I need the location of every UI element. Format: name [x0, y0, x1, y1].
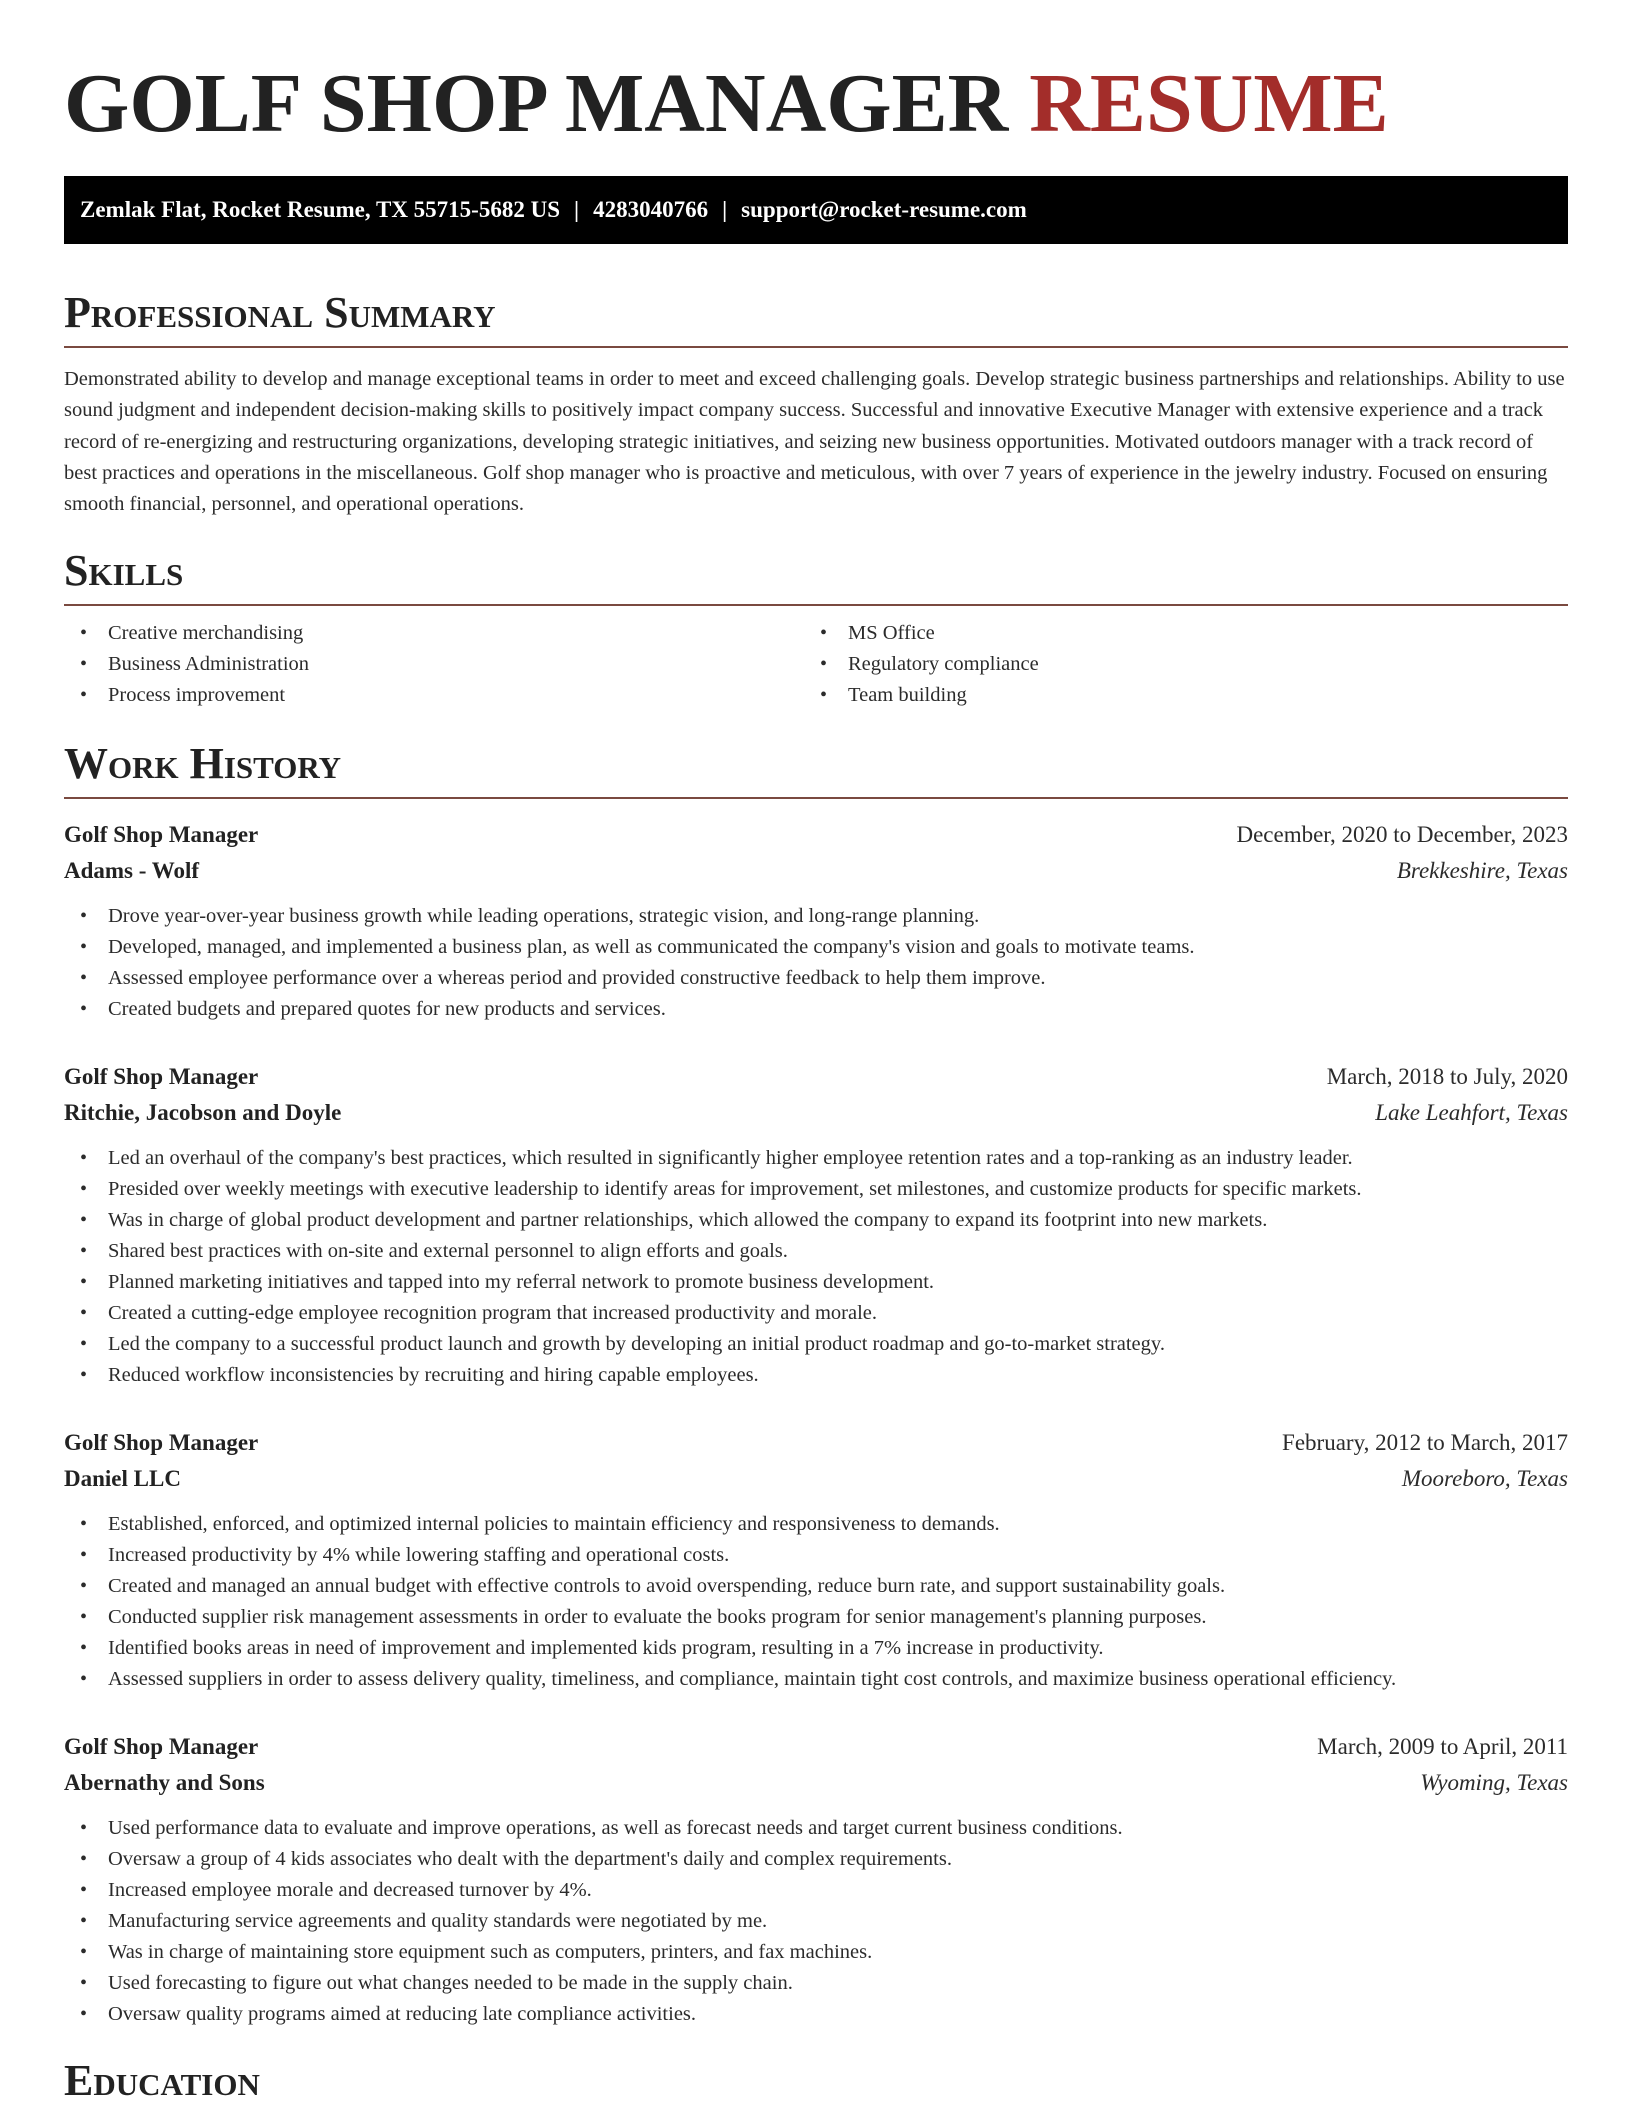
job-bullet: • Created a cutting-edge employee recognition program that increased productivity and morale.	[64, 1298, 1568, 1329]
contact-address: Zemlak Flat, Rocket Resume, TX 55715-5682 US	[80, 197, 560, 222]
job-bullet: • Established, enforced, and optimized internal policies to maintain efficiency and responsiveness to demands.	[64, 1509, 1568, 1540]
job-dates: February, 2012 to March, 2017	[1282, 1430, 1568, 1456]
job-bullet: • Developed, managed, and implemented a business plan, as well as communicated the company's vision and goals to motivate teams.	[64, 932, 1568, 963]
job-company: Adams - Wolf	[64, 858, 200, 884]
contact-email: support@rocket-resume.com	[741, 197, 1027, 222]
job-header-row	[64, 1425, 1568, 1461]
job-location: Lake Leahfort, Texas	[1375, 1100, 1568, 1126]
job-bullet: • Planned marketing initiatives and tapped into my referral network to promote business development.	[64, 1267, 1568, 1298]
job-bullet: • Assessed employee performance over a whereas period and provided constructive feedback to help them improve.	[64, 963, 1568, 994]
job-bullet: • Led an overhaul of the company's best practices, which resulted in significantly higher employee retention rates and a top-ranking as an industry leader.	[64, 1143, 1568, 1174]
job-header-row	[64, 1729, 1568, 1765]
job-entry	[64, 817, 1568, 1025]
job-bullet: • Oversaw a group of 4 kids associates who dealt with the department's daily and complex requirements.	[64, 1844, 1568, 1875]
job-bullet: • Used performance data to evaluate and improve operations, as well as forecast needs and target current business conditions.	[64, 1813, 1568, 1844]
job-bullet: • Was in charge of maintaining store equipment such as computers, printers, and fax machines.	[64, 1937, 1568, 1968]
job-bullet: • Identified books areas in need of improvement and implemented kids program, resulting in a 7% increase in productivity.	[64, 1633, 1568, 1664]
job-header-row	[64, 1059, 1568, 1095]
skill-item: • Process improvement	[64, 680, 804, 711]
job-title: Golf Shop Manager	[64, 1430, 259, 1456]
job-location: Wyoming, Texas	[1420, 1770, 1568, 1796]
job-company-row	[64, 853, 1568, 889]
contact-separator: |	[722, 197, 728, 222]
job-bullets	[64, 1143, 1568, 1391]
education-heading: Education	[64, 2056, 260, 2106]
contact-bar	[64, 176, 1568, 244]
contact-separator: |	[574, 197, 580, 222]
job-bullet: • Conducted supplier risk management assessments in order to evaluate the books program for senior management's planning purposes.	[64, 1602, 1568, 1633]
skills-list	[64, 618, 1568, 711]
job-bullet: • Increased employee morale and decreased turnover by 4%.	[64, 1875, 1568, 1906]
title-main: GOLF SHOP MANAGER	[64, 57, 1009, 150]
job-entry	[64, 1729, 1568, 2030]
job-bullet: • Manufacturing service agreements and quality standards were negotiated by me.	[64, 1906, 1568, 1937]
job-bullets	[64, 1509, 1568, 1695]
job-bullet: • Created budgets and prepared quotes for new products and services.	[64, 994, 1568, 1025]
job-bullet: • Reduced workflow inconsistencies by recruiting and hiring capable employees.	[64, 1360, 1568, 1391]
skills-column-left	[64, 618, 804, 711]
job-dates: March, 2009 to April, 2011	[1317, 1734, 1568, 1760]
job-bullet: • Drove year-over-year business growth while leading operations, strategic vision, and long-range planning.	[64, 901, 1568, 932]
skill-item: • Team building	[804, 680, 1544, 711]
job-bullets	[64, 901, 1568, 1025]
skill-item: • Creative merchandising	[64, 618, 804, 649]
job-entry	[64, 1425, 1568, 1695]
skill-item: • Regulatory compliance	[804, 649, 1544, 680]
job-bullet: • Assessed suppliers in order to assess delivery quality, timeliness, and compliance, maintain tight cost controls, and maximize business operational efficiency.	[64, 1664, 1568, 1695]
job-bullet: • Oversaw quality programs aimed at reducing late compliance activities.	[64, 1999, 1568, 2030]
job-bullet: • Shared best practices with on-site and external personnel to align efforts and goals.	[64, 1236, 1568, 1267]
job-bullet: • Created and managed an annual budget with effective controls to avoid overspending, reduce burn rate, and support sustainability goals.	[64, 1571, 1568, 1602]
job-title: Golf Shop Manager	[64, 1064, 259, 1090]
job-company-row	[64, 1095, 1568, 1131]
page-title	[64, 56, 1568, 152]
work-history-heading: Work History	[64, 739, 1568, 799]
job-company: Daniel LLC	[64, 1466, 181, 1492]
skill-item: • Business Administration	[64, 649, 804, 680]
job-bullet: • Led the company to a successful product launch and growth by developing an initial product roadmap and go-to-market strategy.	[64, 1329, 1568, 1360]
job-bullets	[64, 1813, 1568, 2030]
job-bullet: • Was in charge of global product development and partner relationships, which allowed the company to expand its footprint into new markets.	[64, 1205, 1568, 1236]
job-title: Golf Shop Manager	[64, 822, 259, 848]
title-accent: RESUME	[1029, 57, 1389, 150]
job-dates: December, 2020 to December, 2023	[1236, 822, 1568, 848]
job-dates: March, 2018 to July, 2020	[1326, 1064, 1568, 1090]
job-header-row	[64, 817, 1568, 853]
job-title: Golf Shop Manager	[64, 1734, 259, 1760]
skills-column-right	[804, 618, 1544, 711]
job-company-row	[64, 1461, 1568, 1497]
job-location: Brekkeshire, Texas	[1396, 858, 1568, 884]
job-company: Abernathy and Sons	[64, 1770, 265, 1796]
job-bullet: • Increased productivity by 4% while lowering staffing and operational costs.	[64, 1540, 1568, 1571]
summary-text: Demonstrated ability to develop and manage exceptional teams in order to meet and exceed challenging goals. Develop strategic business partnerships and relationships. Ability to use sound judgment and independent decision-making skills to positively impact company success. Successful and innovative Executive Manager with extensive experience and a track record of re-energizing and restructuring organizations, developing strategic initiatives, and seizing new business opportunities. Motivated outdoors manager with a track record of best practices and operations in the miscellaneous. Golf shop manager who is proactive and meticulous, with over 7 years of experience in the jewelry industry. Focused on ensuring smooth financial, personnel, and operational operations.	[64, 368, 1565, 516]
skill-item: • MS Office	[804, 618, 1544, 649]
skills-heading: Skills	[64, 546, 1568, 606]
summary-heading: Professional Summary	[64, 288, 1568, 348]
job-entry	[64, 1059, 1568, 1391]
job-bullet: • Presided over weekly meetings with executive leadership to identify areas for improvement, set milestones, and customize products for specific markets.	[64, 1174, 1568, 1205]
job-company-row	[64, 1765, 1568, 1801]
job-company: Ritchie, Jacobson and Doyle	[64, 1100, 342, 1126]
job-bullet: • Used forecasting to figure out what changes needed to be made in the supply chain.	[64, 1968, 1568, 1999]
job-location: Mooreboro, Texas	[1401, 1466, 1568, 1492]
contact-phone: 4283040766	[593, 197, 709, 222]
resume-page	[64, 0, 1568, 2112]
